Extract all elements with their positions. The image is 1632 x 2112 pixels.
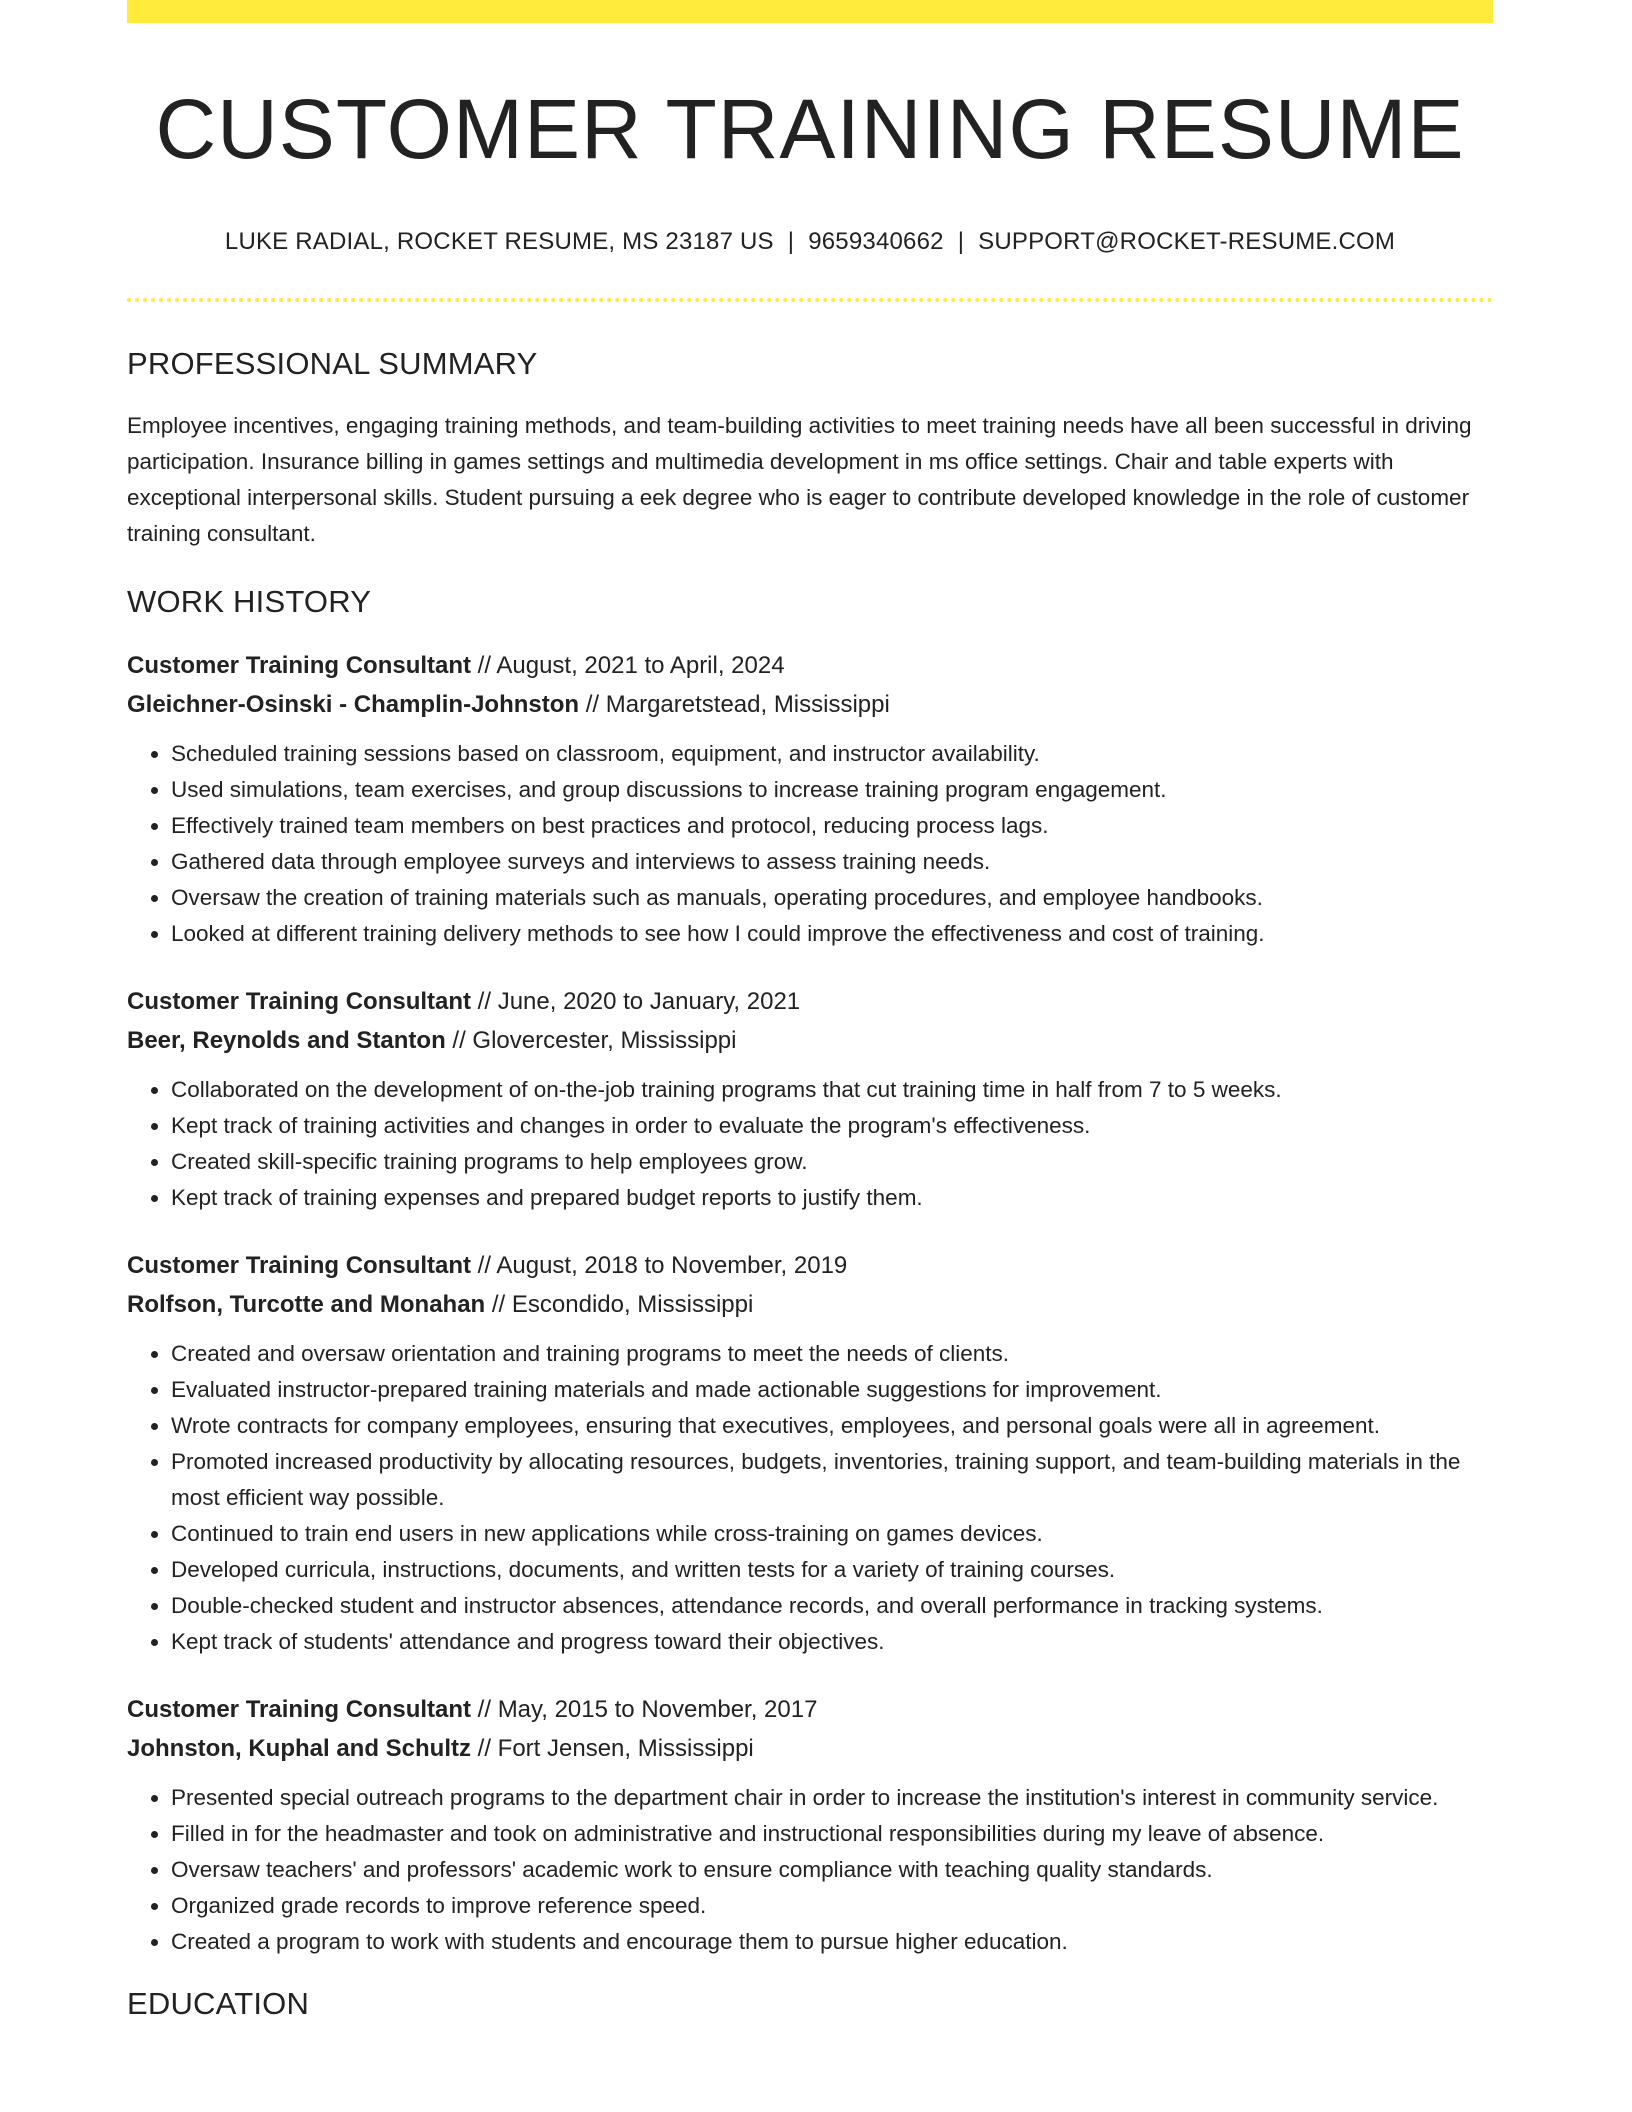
job-location: // Glovercester, Mississippi [445, 1026, 737, 1054]
job-company-line [127, 685, 1493, 724]
job-bullet: • Effectively trained team members on best practices and protocol, reducing process lags. [171, 808, 1493, 844]
section-title-summary: PROFESSIONAL SUMMARY [127, 345, 538, 381]
section-title-work-history: WORK HISTORY [127, 583, 372, 619]
job-company-line [127, 1285, 1493, 1324]
dotted-divider [127, 298, 1493, 302]
contact-line [127, 228, 1493, 256]
job-title-line [127, 646, 1493, 685]
job-bullet: • Gathered data through employee surveys and interviews to assess training needs. [171, 844, 1493, 880]
job-bullet: • Oversaw teachers' and professors' academic work to ensure compliance with teaching quality standards. [171, 1852, 1493, 1888]
job-bullet: • Oversaw the creation of training materials such as manuals, operating procedures, and employee handbooks. [171, 880, 1493, 916]
job-bullet: • Wrote contracts for company employees, ensuring that executives, employees, and personal goals were all in agreement. [171, 1408, 1493, 1444]
job-bullet: • Filled in for the headmaster and took on administrative and instructional responsibilities during my leave of absence. [171, 1816, 1493, 1852]
job-bullet: • Looked at different training delivery methods to see how I could improve the effectiveness and cost of training. [171, 916, 1493, 952]
job-company-line [127, 1021, 1493, 1060]
resume-page [127, 0, 1493, 2022]
job-bullet: • Evaluated instructor-prepared training materials and made actionable suggestions for improvement. [171, 1372, 1493, 1408]
job-bullet: • Created a program to work with students and encourage them to pursue higher education. [171, 1924, 1493, 1960]
job-role: Customer Training Consultant [127, 987, 472, 1015]
job-bullets [127, 1336, 1493, 1660]
job-bullet: • Continued to train end users in new applications while cross-training on games devices. [171, 1516, 1493, 1552]
job-entry [127, 646, 1493, 952]
job-bullet: • Developed curricula, instructions, documents, and written tests for a variety of training courses. [171, 1552, 1493, 1588]
job-entry [127, 982, 1493, 1216]
job-title-line [127, 982, 1493, 1021]
job-bullet: • Kept track of training activities and changes in order to evaluate the program's effectiveness. [171, 1108, 1493, 1144]
job-dates: // May, 2015 to November, 2017 [471, 1695, 818, 1723]
job-bullet: • Presented special outreach programs to the department chair in order to increase the institution's interest in community service. [171, 1780, 1493, 1816]
job-company: Beer, Reynolds and Stanton [127, 1026, 446, 1054]
job-bullets [127, 1072, 1493, 1216]
job-location: // Margaretstead, Mississippi [579, 690, 890, 718]
contact-separator: | [787, 227, 795, 255]
contact-phone: 9659340662 [808, 227, 944, 255]
job-bullet: • Collaborated on the development of on-the-job training programs that cut training time in half from 7 to 5 weeks. [171, 1072, 1493, 1108]
job-dates: // August, 2021 to April, 2024 [471, 651, 785, 679]
job-location: // Fort Jensen, Mississippi [471, 1734, 754, 1762]
job-title-line [127, 1246, 1493, 1285]
job-bullet: • Scheduled training sessions based on classroom, equipment, and instructor availability. [171, 736, 1493, 772]
job-bullets [127, 736, 1493, 952]
job-bullet: • Double-checked student and instructor absences, attendance records, and overall performance in tracking systems. [171, 1588, 1493, 1624]
job-bullet: • Created skill-specific training programs to help employees grow. [171, 1144, 1493, 1180]
job-title-line [127, 1690, 1493, 1729]
job-company-line [127, 1729, 1493, 1768]
resume-title: CUSTOMER TRAINING RESUME [155, 82, 1465, 176]
job-role: Customer Training Consultant [127, 1695, 472, 1723]
section-title-education: EDUCATION [127, 1985, 310, 2021]
job-role: Customer Training Consultant [127, 651, 472, 679]
accent-top-bar [127, 0, 1493, 23]
job-bullet: • Organized grade records to improve reference speed. [171, 1888, 1493, 1924]
job-company: Johnston, Kuphal and Schultz [127, 1734, 471, 1762]
job-bullet: • Kept track of students' attendance and progress toward their objectives. [171, 1624, 1493, 1660]
job-dates: // June, 2020 to January, 2021 [471, 987, 801, 1015]
summary-text: Employee incentives, engaging training methods, and team-building activities to meet training needs have all been successful in driving participation. Insurance billing in games settings and multimedia development in ms office settings. Chair and table experts with exceptional interpersonal skills. Student pursuing a eek degree who is eager to contribute developed knowledge in the role of customer training consultant. [127, 412, 1472, 546]
job-role: Customer Training Consultant [127, 1251, 472, 1279]
contact-separator: | [957, 227, 965, 255]
job-bullet: • Created and oversaw orientation and training programs to meet the needs of clients. [171, 1336, 1493, 1372]
contact-email: SUPPORT@ROCKET-RESUME.COM [978, 227, 1396, 255]
job-bullet: • Promoted increased productivity by allocating resources, budgets, inventories, training support, and team-building materials in the most efficient way possible. [171, 1444, 1493, 1516]
job-dates: // August, 2018 to November, 2019 [471, 1251, 848, 1279]
work-history-list [127, 646, 1493, 1960]
contact-address: LUKE RADIAL, ROCKET RESUME, MS 23187 US [224, 227, 774, 255]
job-company: Gleichner-Osinski - Champlin-Johnston [127, 690, 580, 718]
job-entry [127, 1690, 1493, 1960]
job-bullet: • Kept track of training expenses and prepared budget reports to justify them. [171, 1180, 1493, 1216]
job-bullet: • Used simulations, team exercises, and group discussions to increase training program engagement. [171, 772, 1493, 808]
job-bullets [127, 1780, 1493, 1960]
job-entry [127, 1246, 1493, 1660]
job-location: // Escondido, Mississippi [485, 1290, 754, 1318]
job-company: Rolfson, Turcotte and Monahan [127, 1290, 486, 1318]
